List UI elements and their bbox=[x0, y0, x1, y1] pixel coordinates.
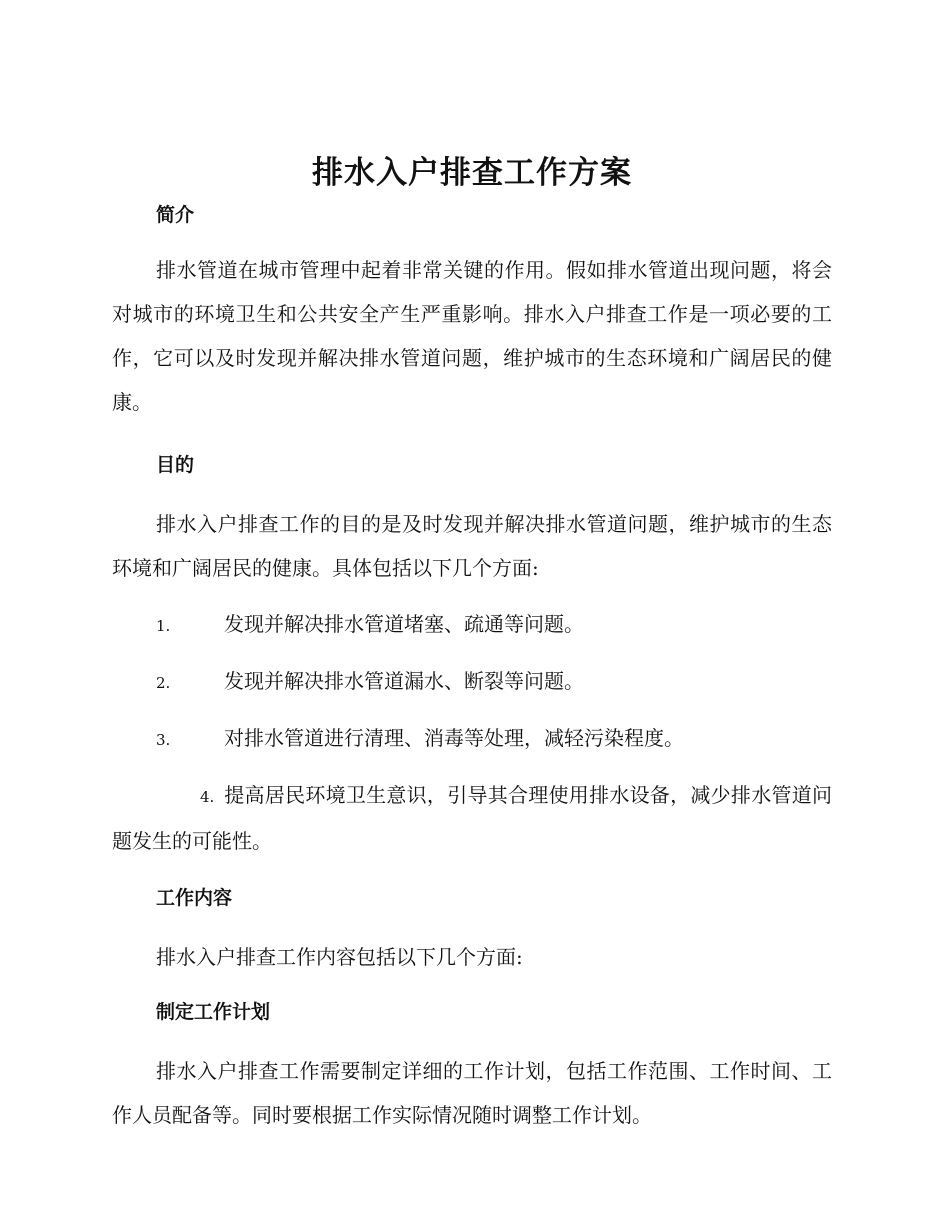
intro-paragraph: 排水管道在城市管理中起着非常关键的作用。假如排水管道出现问题，将会对城市的环境卫生和公共安全产生严重影响。排水入户排查工作是一项必要的工作，它可以及时发现并解决排水管道问题，维护城市的生态环境和广阔居民的健康。 bbox=[112, 258, 832, 414]
list-item-number: 4. bbox=[200, 788, 215, 806]
list-item-text: 发现并解决排水管道堵塞、疏通等问题。 bbox=[224, 612, 584, 636]
section-heading-intro: 简介 bbox=[156, 204, 195, 226]
list-item-text: 对排水管道进行清理、消毒等处理，减轻污染程度。 bbox=[224, 726, 684, 750]
section-heading-work-content: 工作内容 bbox=[156, 887, 233, 909]
section-heading-work-plan: 制定工作计划 bbox=[156, 1001, 271, 1023]
list-item-text: 提高居民环境卫生意识，引导其合理使用排水设备，减少排水管道问题发生的可能性。 bbox=[112, 783, 832, 853]
list-item-number: 2. bbox=[156, 674, 171, 692]
list-item-number: 1. bbox=[156, 617, 171, 635]
list-item-number: 3. bbox=[156, 731, 171, 749]
list-item-text: 发现并解决排水管道漏水、断裂等问题。 bbox=[224, 669, 584, 693]
document-body bbox=[112, 150, 832, 1137]
list-item bbox=[112, 773, 832, 863]
purpose-paragraph: 排水入户排查工作的目的是及时发现并解决排水管道问题，维护城市的生态环境和广阔居民的健康。具体包括以下几个方面: bbox=[112, 512, 832, 580]
list-item bbox=[112, 716, 832, 762]
work-plan-paragraph: 排水入户排查工作需要制定详细的工作计划，包括工作范围、工作时间、工作人员配备等。同时要根据工作实际情况随时调整工作计划。 bbox=[112, 1059, 832, 1127]
section-heading-purpose: 目的 bbox=[156, 454, 195, 476]
work-content-paragraph: 排水入户排查工作内容包括以下几个方面: bbox=[156, 945, 523, 969]
list-item bbox=[112, 659, 832, 705]
document-title: 排水入户排查工作方案 bbox=[312, 155, 632, 191]
list-item bbox=[112, 602, 832, 648]
